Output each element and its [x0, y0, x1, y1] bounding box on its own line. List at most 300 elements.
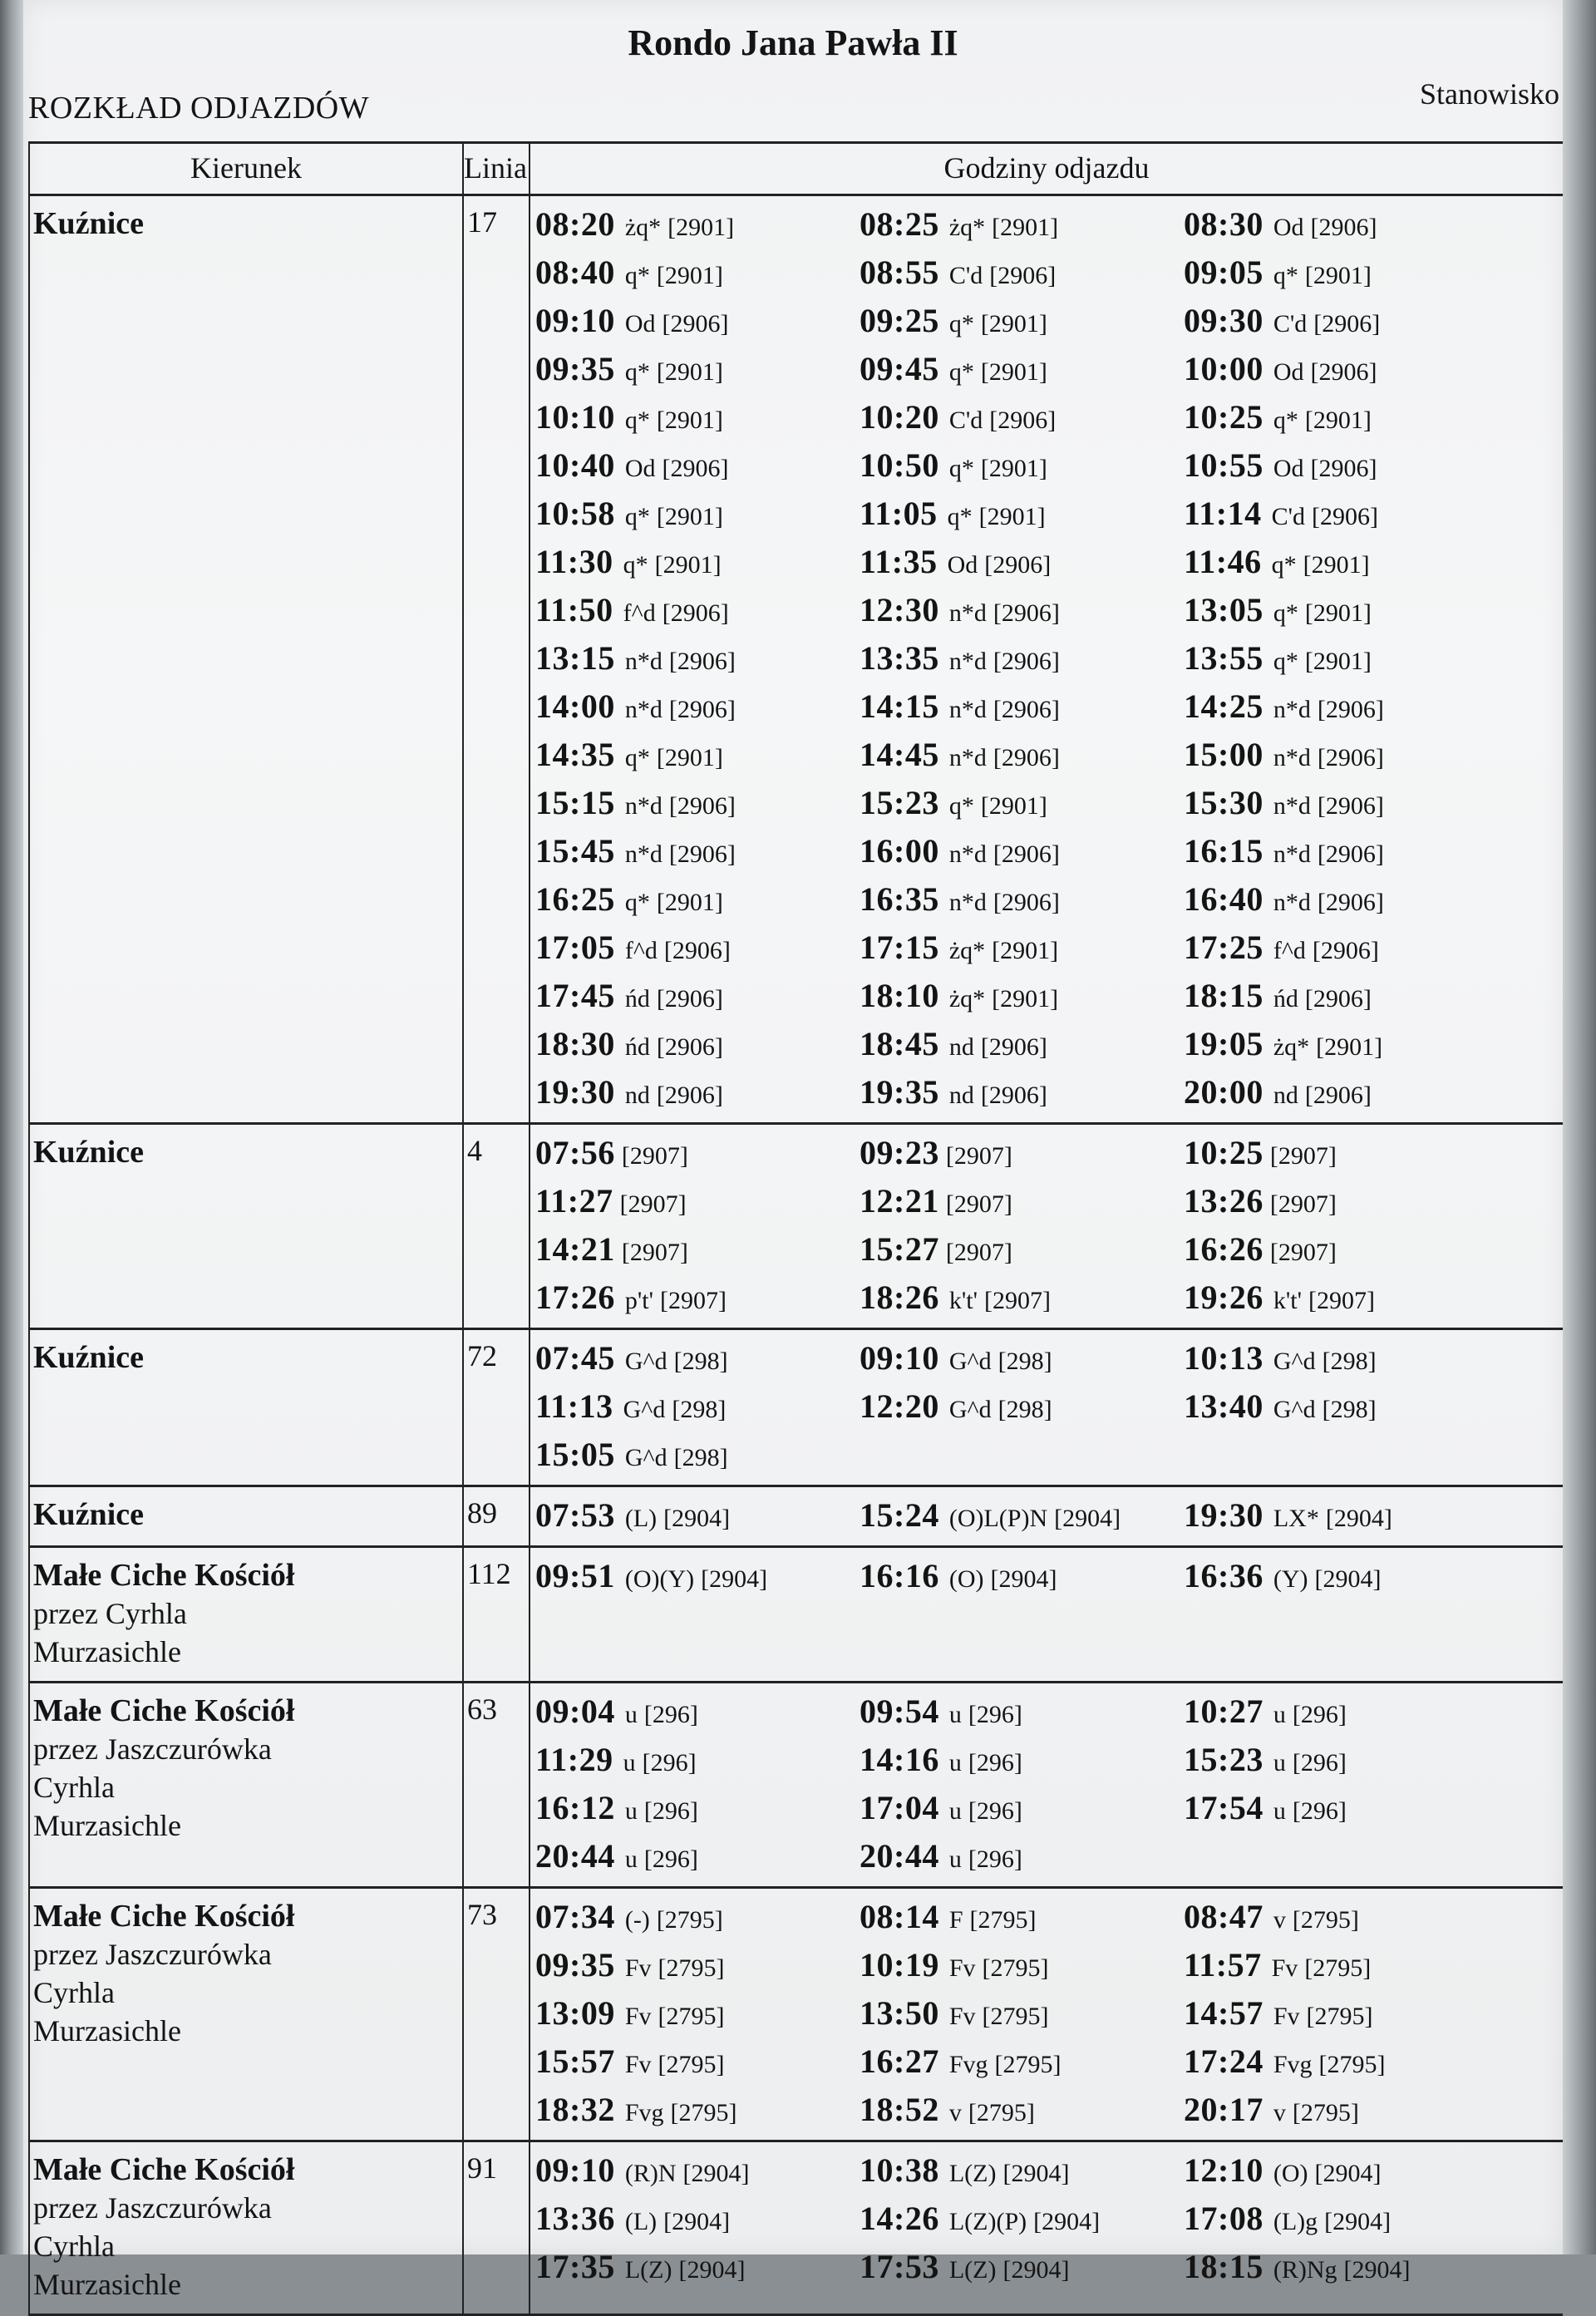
departure-time: 11:50	[535, 590, 613, 628]
departure-marker: q*	[624, 743, 650, 771]
departure-time: 09:10	[860, 1338, 939, 1377]
departure-cell	[1184, 783, 1505, 822]
course-code: [2906]	[668, 840, 736, 868]
departure-time: 15:23	[860, 783, 939, 821]
departure-time: 08:25	[860, 204, 939, 243]
departure-time: 18:26	[860, 1278, 939, 1316]
departure-marker: C'd	[948, 406, 983, 434]
departure-marker: q*	[624, 406, 650, 434]
departure-marker: q*	[624, 502, 650, 530]
departure-time: 13:40	[1184, 1387, 1264, 1425]
course-code: [2795]	[1306, 2002, 1373, 2030]
course-code: [2907]	[1269, 1190, 1337, 1218]
departure-cell	[860, 494, 1180, 533]
route-direction	[33, 204, 457, 243]
departure-time: 13:26	[1184, 1181, 1264, 1220]
departure-time: 09:51	[535, 1556, 615, 1594]
departure-time: 09:35	[535, 1945, 615, 1983]
departure-cell	[860, 2090, 1180, 2129]
course-code: [2906]	[993, 743, 1060, 771]
departure-marker: u	[624, 1796, 638, 1825]
departure-time: 16:26	[1184, 1229, 1264, 1268]
departure-marker: q*	[948, 357, 974, 386]
course-code: [2795]	[1318, 2050, 1386, 2078]
course-code: [2906]	[1317, 743, 1384, 771]
departure-cell	[535, 2247, 856, 2286]
departure-cell	[535, 1836, 856, 1875]
course-code: [2901]	[992, 213, 1059, 241]
departure-marker: n*d	[948, 743, 987, 771]
direction-via: Murzasichle	[33, 2014, 181, 2047]
line-number: 17	[467, 205, 497, 239]
departure-cell	[535, 204, 856, 244]
departure-cell	[535, 397, 856, 436]
departure-marker: u	[1273, 1796, 1286, 1825]
direction-via: Cyrhla	[33, 2230, 115, 2263]
route-block	[28, 1683, 1563, 1889]
course-code: [2904]	[682, 2159, 750, 2187]
departure-time: 17:53	[860, 2247, 939, 2285]
departure-time: 10:13	[1184, 1338, 1264, 1377]
departure-cell	[860, 687, 1180, 726]
departure-cell	[535, 1435, 856, 1474]
departure-cell	[1184, 253, 1505, 292]
departure-cell	[1184, 1740, 1505, 1779]
departure-marker: n*d	[624, 695, 663, 723]
departure-marker: k't'	[1273, 1286, 1302, 1314]
course-code: [2906]	[662, 454, 729, 482]
course-code: [2901]	[1316, 1032, 1383, 1061]
departure-row	[535, 1225, 1563, 1273]
course-code: [2904]	[1324, 2207, 1392, 2235]
departure-time: 19:35	[860, 1072, 939, 1111]
departure-marker: n*d	[948, 840, 987, 868]
departure-marker: G^d	[624, 1347, 667, 1375]
direction-via: Murzasichle	[33, 1635, 181, 1668]
departure-cell	[535, 880, 856, 919]
departure-marker: G^d	[624, 1443, 667, 1471]
departure-time: 16:40	[1184, 880, 1264, 918]
course-code: [2904]	[1033, 2207, 1101, 2235]
departure-cell	[860, 2247, 1180, 2286]
departure-cell	[860, 976, 1180, 1015]
departure-marker: u	[948, 1700, 962, 1728]
departure-times	[535, 1128, 1563, 1321]
departure-cell	[535, 542, 856, 581]
departure-cell	[860, 446, 1180, 485]
departure-time: 13:15	[535, 638, 615, 677]
departure-time: 16:27	[860, 2042, 939, 2080]
departure-time: 16:00	[860, 831, 939, 870]
route-block	[28, 1548, 1563, 1683]
departure-cell	[1184, 1897, 1505, 1936]
course-code: [2907]	[1308, 1286, 1375, 1314]
departure-cell	[535, 1133, 856, 1172]
route-blocks	[28, 196, 1563, 2316]
departure-time: 16:12	[535, 1788, 615, 1826]
departure-time: 14:57	[1184, 1993, 1264, 2032]
departure-cell	[860, 397, 1180, 436]
departure-time: 15:24	[860, 1496, 939, 1534]
departure-marker: (L)	[624, 2207, 658, 2235]
departure-marker: q*	[624, 357, 650, 386]
departure-cell	[535, 1556, 856, 1595]
departure-time: 11:46	[1184, 542, 1262, 580]
course-code: [2906]	[1317, 695, 1384, 723]
departure-row	[535, 1783, 1563, 1831]
departure-marker: u	[1273, 1748, 1286, 1776]
departure-time: 14:16	[860, 1740, 939, 1778]
departure-time: 17:15	[860, 928, 939, 966]
course-code: [296]	[968, 1845, 1022, 1873]
departure-cell	[1184, 1788, 1505, 1827]
direction-via: Cyrhla	[33, 1976, 115, 2009]
direction-via: Murzasichle	[33, 2268, 181, 2301]
departure-time: 07:34	[535, 1897, 615, 1935]
course-code: [2906]	[668, 791, 736, 820]
departure-cell	[535, 1024, 856, 1063]
course-code: [2906]	[980, 1032, 1047, 1061]
departure-row	[535, 778, 1563, 826]
departure-row	[535, 1128, 1563, 1176]
departure-times	[535, 1491, 1563, 1539]
departure-marker: k't'	[948, 1286, 978, 1314]
course-code: [2901]	[980, 791, 1047, 820]
course-code: [2907]	[619, 1190, 687, 1218]
route-direction	[33, 1133, 457, 1171]
departure-cell	[535, 1945, 856, 1984]
course-code: [2901]	[667, 213, 735, 241]
departure-time: 09:35	[535, 349, 615, 387]
departure-row	[535, 344, 1563, 392]
departure-cell	[860, 1387, 1180, 1426]
departure-marker: u	[624, 1845, 638, 1873]
departure-cell	[860, 831, 1180, 870]
departure-marker: nd	[948, 1081, 974, 1109]
departure-time: 14:26	[860, 2199, 939, 2237]
course-code: [2901]	[1303, 550, 1370, 579]
departure-cell	[1184, 2199, 1505, 2238]
course-code: [2907]	[621, 1238, 688, 1266]
departure-marker: ńd	[624, 984, 650, 1013]
departure-time: 13:35	[860, 638, 939, 677]
departure-marker: u	[948, 1845, 962, 1873]
departure-time: 11:35	[860, 542, 938, 580]
departure-cell	[1184, 1556, 1505, 1595]
departure-cell	[860, 1556, 1180, 1595]
course-code: [2906]	[1312, 502, 1379, 530]
departure-row	[535, 1687, 1563, 1735]
direction-via: przez Jaszczurówka	[33, 2191, 272, 2225]
departure-cell	[535, 1692, 856, 1731]
departure-cell	[860, 1133, 1180, 1172]
departure-time: 12:21	[860, 1181, 939, 1220]
departure-time: 09:23	[860, 1133, 939, 1171]
direction-via: przez Jaszczurówka	[33, 1938, 272, 1971]
course-code: [2906]	[989, 406, 1057, 434]
departure-marker: Fv	[624, 2050, 652, 2078]
course-code: [2907]	[983, 1286, 1051, 1314]
course-code: [2906]	[1317, 840, 1384, 868]
departure-time: 16:16	[860, 1556, 939, 1594]
course-code: [2906]	[662, 599, 729, 627]
departure-cell	[535, 1181, 856, 1220]
departure-marker: q*	[623, 550, 648, 579]
route-block	[28, 1889, 1563, 2142]
departure-cell	[535, 446, 856, 485]
departure-time: 15:00	[1184, 735, 1264, 773]
departure-marker: Od	[1273, 454, 1304, 482]
course-code: [2904]	[1343, 2255, 1411, 2284]
departure-cell	[1184, 301, 1505, 340]
departure-time: 09:54	[860, 1692, 939, 1730]
departure-cell	[860, 1181, 1180, 1220]
departure-time: 10:00	[1184, 349, 1264, 387]
departure-marker: żq*	[1273, 1032, 1310, 1061]
departure-time: 08:14	[860, 1897, 939, 1935]
course-code: [296]	[642, 1748, 697, 1776]
course-code: [2904]	[701, 1565, 768, 1593]
departure-cell	[1184, 1072, 1505, 1111]
departure-time: 13:05	[1184, 590, 1264, 628]
departure-marker: G^d	[1273, 1347, 1316, 1375]
course-code: [2795]	[994, 2050, 1062, 2078]
departure-cell	[535, 976, 856, 1015]
course-code: [2901]	[654, 550, 722, 579]
departure-time: 14:15	[860, 687, 939, 725]
departure-marker: G^d	[1273, 1395, 1316, 1423]
departure-time: 10:40	[535, 446, 615, 484]
departure-cell	[860, 1788, 1180, 1827]
departure-cell	[535, 687, 856, 726]
departure-time: 18:45	[860, 1024, 939, 1062]
departure-marker: żq*	[948, 213, 986, 241]
departure-cell	[1184, 1993, 1505, 2033]
direction-name: Małe Ciche Kościół	[33, 1899, 295, 1934]
direction-name: Kuźnice	[33, 1340, 144, 1375]
timetable-grid	[28, 141, 1563, 2316]
departure-marker: n*d	[1273, 743, 1311, 771]
departure-time: 11:27	[535, 1181, 613, 1220]
course-code: [298]	[672, 1395, 727, 1423]
course-code: [2901]	[1304, 647, 1372, 675]
departure-time: 10:55	[1184, 446, 1264, 484]
departure-row	[535, 248, 1563, 296]
departure-row	[535, 489, 1563, 537]
course-code: [2901]	[1304, 261, 1372, 289]
departure-time: 17:05	[535, 928, 615, 966]
course-code: [2906]	[989, 261, 1057, 289]
departure-cell	[535, 928, 856, 967]
departure-time: 17:35	[535, 2247, 615, 2285]
departure-marker: q*	[1273, 647, 1298, 675]
course-code: [2906]	[993, 647, 1060, 675]
direction-via: Murzasichle	[33, 1809, 181, 1842]
departure-marker: f^d	[1273, 936, 1306, 964]
course-code: [2901]	[980, 454, 1047, 482]
departure-time: 09:10	[535, 2151, 615, 2189]
course-code: [2907]	[1269, 1238, 1337, 1266]
departure-row	[535, 2242, 1563, 2290]
departure-marker: Fv	[624, 2002, 652, 2030]
departure-time: 15:57	[535, 2042, 615, 2080]
course-code: [2904]	[1314, 2159, 1382, 2187]
course-code: [2907]	[1269, 1141, 1337, 1170]
departure-cell	[860, 735, 1180, 774]
route-direction	[33, 2151, 457, 2304]
departure-marker: (-)	[624, 1905, 650, 1934]
departure-cell	[860, 783, 1180, 822]
course-code: [298]	[1322, 1395, 1377, 1423]
departure-marker: L(Z)	[948, 2159, 997, 2187]
departure-row	[535, 441, 1563, 489]
direction-via: Cyrhla	[33, 1771, 115, 1804]
departure-marker: n*d	[1273, 695, 1311, 723]
departure-cell	[860, 1836, 1180, 1875]
departure-cell	[860, 1229, 1180, 1269]
departure-marker: (R)Ng	[1273, 2255, 1337, 2284]
departure-times	[535, 1687, 1563, 1880]
departure-marker: nd	[624, 1081, 650, 1109]
departure-time: 09:04	[535, 1692, 615, 1730]
course-code: [298]	[673, 1443, 728, 1471]
course-code: [2901]	[978, 502, 1046, 530]
departure-time: 17:04	[860, 1788, 939, 1826]
departure-time: 14:21	[535, 1229, 615, 1268]
departure-time: 12:10	[1184, 2151, 1264, 2189]
course-code: [296]	[968, 1700, 1022, 1728]
departure-marker: n*d	[948, 695, 987, 723]
direction-name: Kuźnice	[33, 1135, 144, 1170]
departure-row	[535, 585, 1563, 633]
course-code: [2906]	[1310, 454, 1377, 482]
direction-name: Małe Ciche Kościół	[33, 1558, 295, 1593]
route-block	[28, 1487, 1563, 1548]
departure-marker: (O)(Y)	[624, 1565, 695, 1593]
departure-cell	[1184, 1024, 1505, 1063]
course-code: [2795]	[1304, 1954, 1372, 1982]
departure-cell	[1184, 397, 1505, 436]
departure-cell	[860, 1897, 1180, 1936]
departure-cell	[535, 2090, 856, 2129]
line-number: 73	[467, 1898, 497, 1931]
departure-time: 15:27	[860, 1229, 939, 1268]
departure-marker: żq*	[624, 213, 662, 241]
course-code: [2795]	[658, 1954, 725, 1982]
departure-time: 12:20	[860, 1387, 939, 1425]
course-code: [2906]	[656, 1032, 723, 1061]
departure-time: 19:30	[1184, 1496, 1264, 1534]
departure-marker: v	[1273, 1905, 1286, 1934]
departure-cell	[1184, 494, 1505, 533]
course-code: [2904]	[678, 2255, 746, 2284]
departure-cell	[1184, 976, 1505, 1015]
departure-marker: n*d	[624, 840, 663, 868]
departure-time: 19:30	[535, 1072, 615, 1111]
departure-cell	[1184, 735, 1505, 774]
course-code: [2795]	[969, 1905, 1037, 1934]
direction-name: Kuźnice	[33, 206, 144, 241]
departure-marker: (Y)	[1273, 1565, 1308, 1593]
departure-time: 19:05	[1184, 1024, 1264, 1062]
course-code: [2906]	[993, 599, 1060, 627]
course-code: [2904]	[1325, 1504, 1392, 1532]
course-code: [296]	[1292, 1748, 1347, 1776]
departure-time: 08:30	[1184, 204, 1264, 243]
departure-row	[535, 1019, 1563, 1067]
departure-cell	[535, 1072, 856, 1111]
departure-times	[535, 1333, 1563, 1478]
departure-marker: n*d	[948, 888, 987, 916]
departure-marker: ńd	[1273, 984, 1298, 1013]
course-code: [2904]	[1314, 1565, 1382, 1593]
route-direction	[33, 1338, 457, 1377]
departure-marker: n*d	[1273, 840, 1311, 868]
course-code: [2906]	[663, 936, 731, 964]
departure-marker: Fvg	[1273, 2050, 1313, 2078]
course-code: [2906]	[1310, 213, 1377, 241]
departure-time: 10:20	[860, 397, 939, 436]
departure-marker: u	[623, 1748, 636, 1776]
departure-cell	[860, 2151, 1180, 2190]
departure-cell	[860, 253, 1180, 292]
departure-marker: q*	[1271, 550, 1297, 579]
departure-marker: Fv	[624, 1954, 652, 1982]
departure-marker: nd	[948, 1032, 974, 1061]
departure-marker: Fv	[1273, 2002, 1300, 2030]
departure-cell	[535, 831, 856, 870]
departure-time: 13:09	[535, 1993, 615, 2032]
route-direction	[33, 1496, 457, 1534]
departure-cell	[1184, 1692, 1505, 1731]
departure-cell	[860, 1740, 1180, 1779]
departure-row	[535, 1333, 1563, 1382]
departure-time: 14:35	[535, 735, 615, 773]
departure-time: 15:30	[1184, 783, 1264, 821]
course-code: [296]	[968, 1796, 1022, 1825]
departure-marker: f^d	[624, 936, 658, 964]
departure-marker: q*	[1273, 261, 1298, 289]
departure-time: 20:44	[535, 1836, 615, 1875]
departure-cell	[860, 928, 1180, 967]
departure-marker: LX*	[1273, 1504, 1319, 1532]
departure-row	[535, 200, 1563, 248]
course-code: [2901]	[1304, 599, 1372, 627]
departure-marker: nd	[1273, 1081, 1298, 1109]
departure-marker: q*	[948, 454, 974, 482]
course-code: [296]	[1292, 1700, 1347, 1728]
departure-time: 18:15	[1184, 2247, 1264, 2285]
departure-cell	[860, 301, 1180, 340]
table-header	[28, 141, 1563, 196]
course-code: [2906]	[1313, 309, 1381, 338]
departure-marker: Od	[624, 454, 656, 482]
course-code: [2907]	[945, 1141, 1012, 1170]
departure-cell	[1184, 687, 1505, 726]
departure-cell	[535, 301, 856, 340]
departure-marker: żq*	[948, 936, 986, 964]
departure-marker: q*	[1273, 599, 1298, 627]
departure-cell	[860, 590, 1180, 629]
route-block	[28, 1125, 1563, 1330]
departure-marker: f^d	[623, 599, 656, 627]
course-code: [2906]	[1312, 936, 1379, 964]
departure-cell	[535, 1278, 856, 1317]
departure-time: 10:58	[535, 494, 615, 532]
departure-marker: u	[948, 1796, 962, 1825]
course-code: [2901]	[980, 309, 1047, 338]
departure-row	[535, 971, 1563, 1019]
